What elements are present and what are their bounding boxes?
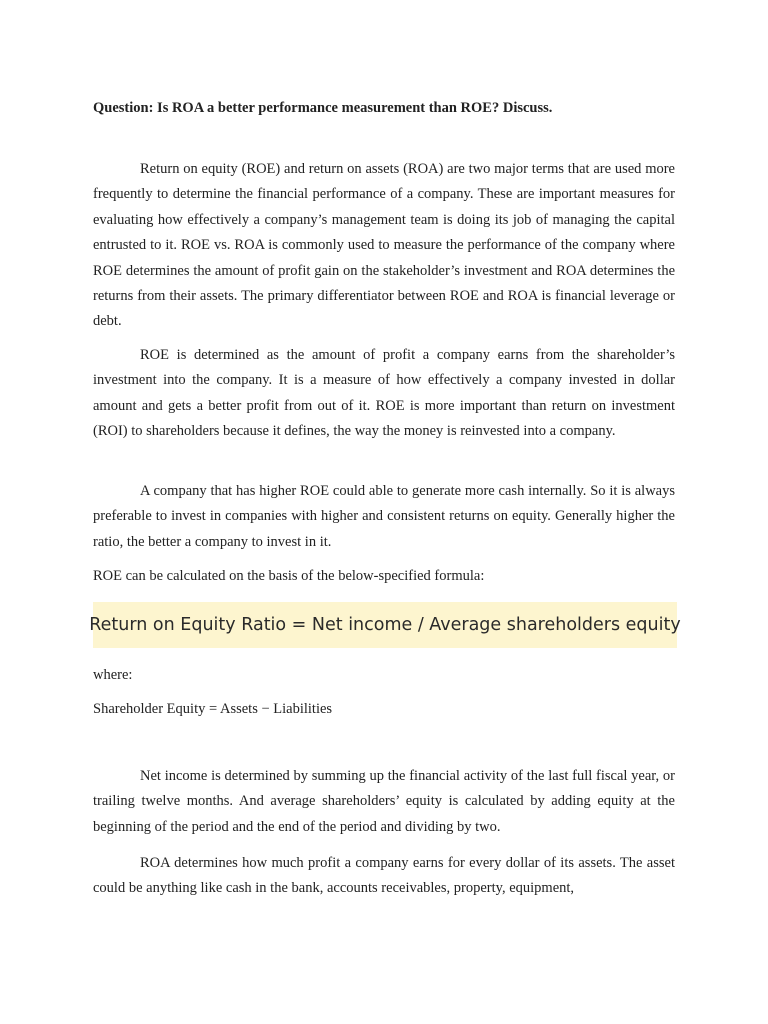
paragraph-higher-roe: A company that has higher ROE could able to generate more cash internally. So it is always preferable to invest in companies with higher and consistent returns on equity. Generally higher the ratio, the better a company to invest in it. xyxy=(93,483,675,550)
formula-box xyxy=(89,602,681,648)
paragraph-formula-intro: ROE can be calculated on the basis of the below-specified formula: xyxy=(93,568,485,584)
equity-definition: Shareholder Equity = Assets − Liabilities xyxy=(93,701,333,717)
where-label: where: xyxy=(93,667,133,683)
roe-formula: Return on Equity Ratio = Net income / Average shareholders equity xyxy=(89,615,681,635)
question-heading: Question: Is ROA a better performance measurement than ROE? Discuss. xyxy=(93,100,553,116)
paragraph-net-income: Net income is determined by summing up the financial activity of the last full fiscal year, or trailing twelve months. And average shareholders’ equity is calculated by adding equity at the beginning of the period and the end of the period and dividing by two. xyxy=(93,768,675,835)
paragraph-roe-definition: ROE is determined as the amount of profit a company earns from the shareholder’s investment into the company. It is a measure of how effectively a company invested in dollar amount and gets a better profit from out of it. ROE is more important than return on investment (ROI) to shareholders because it defines, the way the money is reinvested into a company. xyxy=(93,347,675,440)
paragraph-roe-roa-intro: Return on equity (ROE) and return on assets (ROA) are two major terms that are used more frequently to determine the financial performance of a company. These are important measures for evaluating how effectively a company’s management team is doing its job of managing the capital entrusted to it. ROE vs. ROA is commonly used to measure the performance of the company where ROE determines the amount of profit gain on the stakeholder’s investment and ROA determines the returns from their assets. The primary differentiator between ROE and ROA is financial leverage or debt. xyxy=(93,161,675,330)
paragraph-roa-definition: ROA determines how much profit a company earns for every dollar of its assets. The asset could be anything like cash in the bank, accounts receivables, property, equipment, xyxy=(93,855,675,897)
